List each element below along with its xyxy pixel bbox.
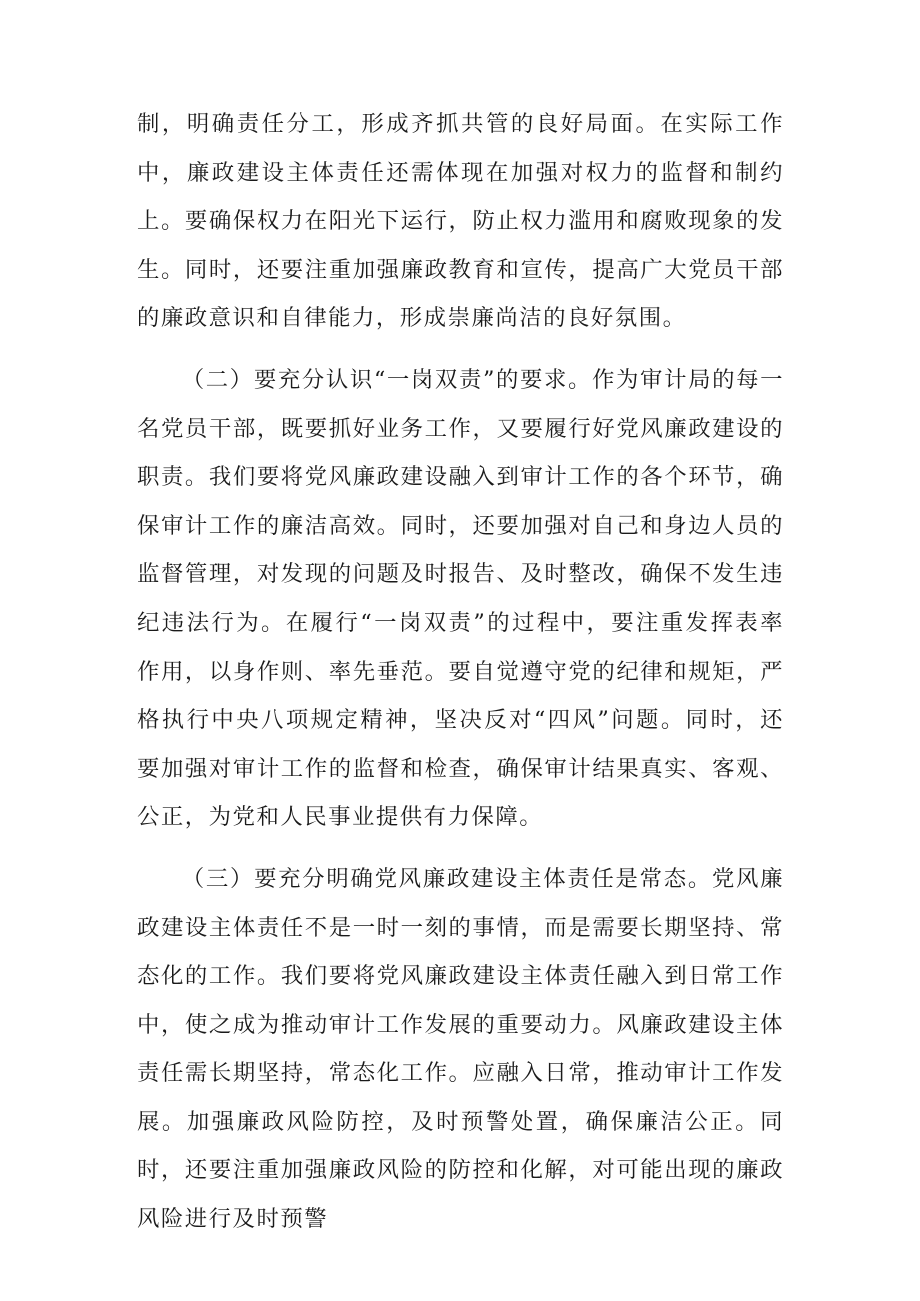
paragraph-gap <box>137 842 784 855</box>
body-paragraph-1: 制，明确责任分工，形成齐抓共管的良好局面。在实际工作中，廉政建设主体责任还需体现在加强对权力的监督和制约上。要确保权力在阳光下运行，防止权力滥用和腐败现象的发生。同时，还要注重加强廉政教育和宣传，提高广大党员干部的廉政意识和自律能力，形成崇廉尚洁的良好氛围。 <box>137 111 784 332</box>
body-paragraph-2: （二）要充分认识“一岗双责”的要求。作为审计局的每一名党员干部，既要抓好业务工作，又要履行好党风廉政建设的职责。我们要将党风廉政建设融入到审计工作的各个环节，确保审计工作的廉洁高效。同时，还要加强对自己和身边人员的监督管理，对发现的问题及时报告、及时整改，确保不发生违纪违法行为。在履行“一岗双责”的过程中，要注重发挥表率作用，以身作则、率先垂范。要自觉遵守党的纪律和规矩，严格执行中央八项规定精神，坚决反对“四风”问题。同时，还要加强对审计工作的监督和检查，确保审计结果真实、客观、公正，为党和人民事业提供有力保障。 <box>137 366 784 831</box>
body-paragraph-3: （三）要充分明确党风廉政建设主体责任是常态。党风廉政建设主体责任不是一时一刻的事情，而是需要长期坚持、常态化的工作。我们要将党风廉政建设主体责任融入到日常工作中，使之成为推动审计工作发展的重要动力。风廉政建设主体责任需长期坚持，常态化工作。应融入日常，推动审计工作发展。加强廉政风险防控，及时预警处置，确保廉洁公正。同时，还要注重加强廉政风险的防控和化解，对可能出现的廉政风险进行及时预警 <box>137 865 784 1233</box>
paragraph-gap <box>137 343 784 356</box>
